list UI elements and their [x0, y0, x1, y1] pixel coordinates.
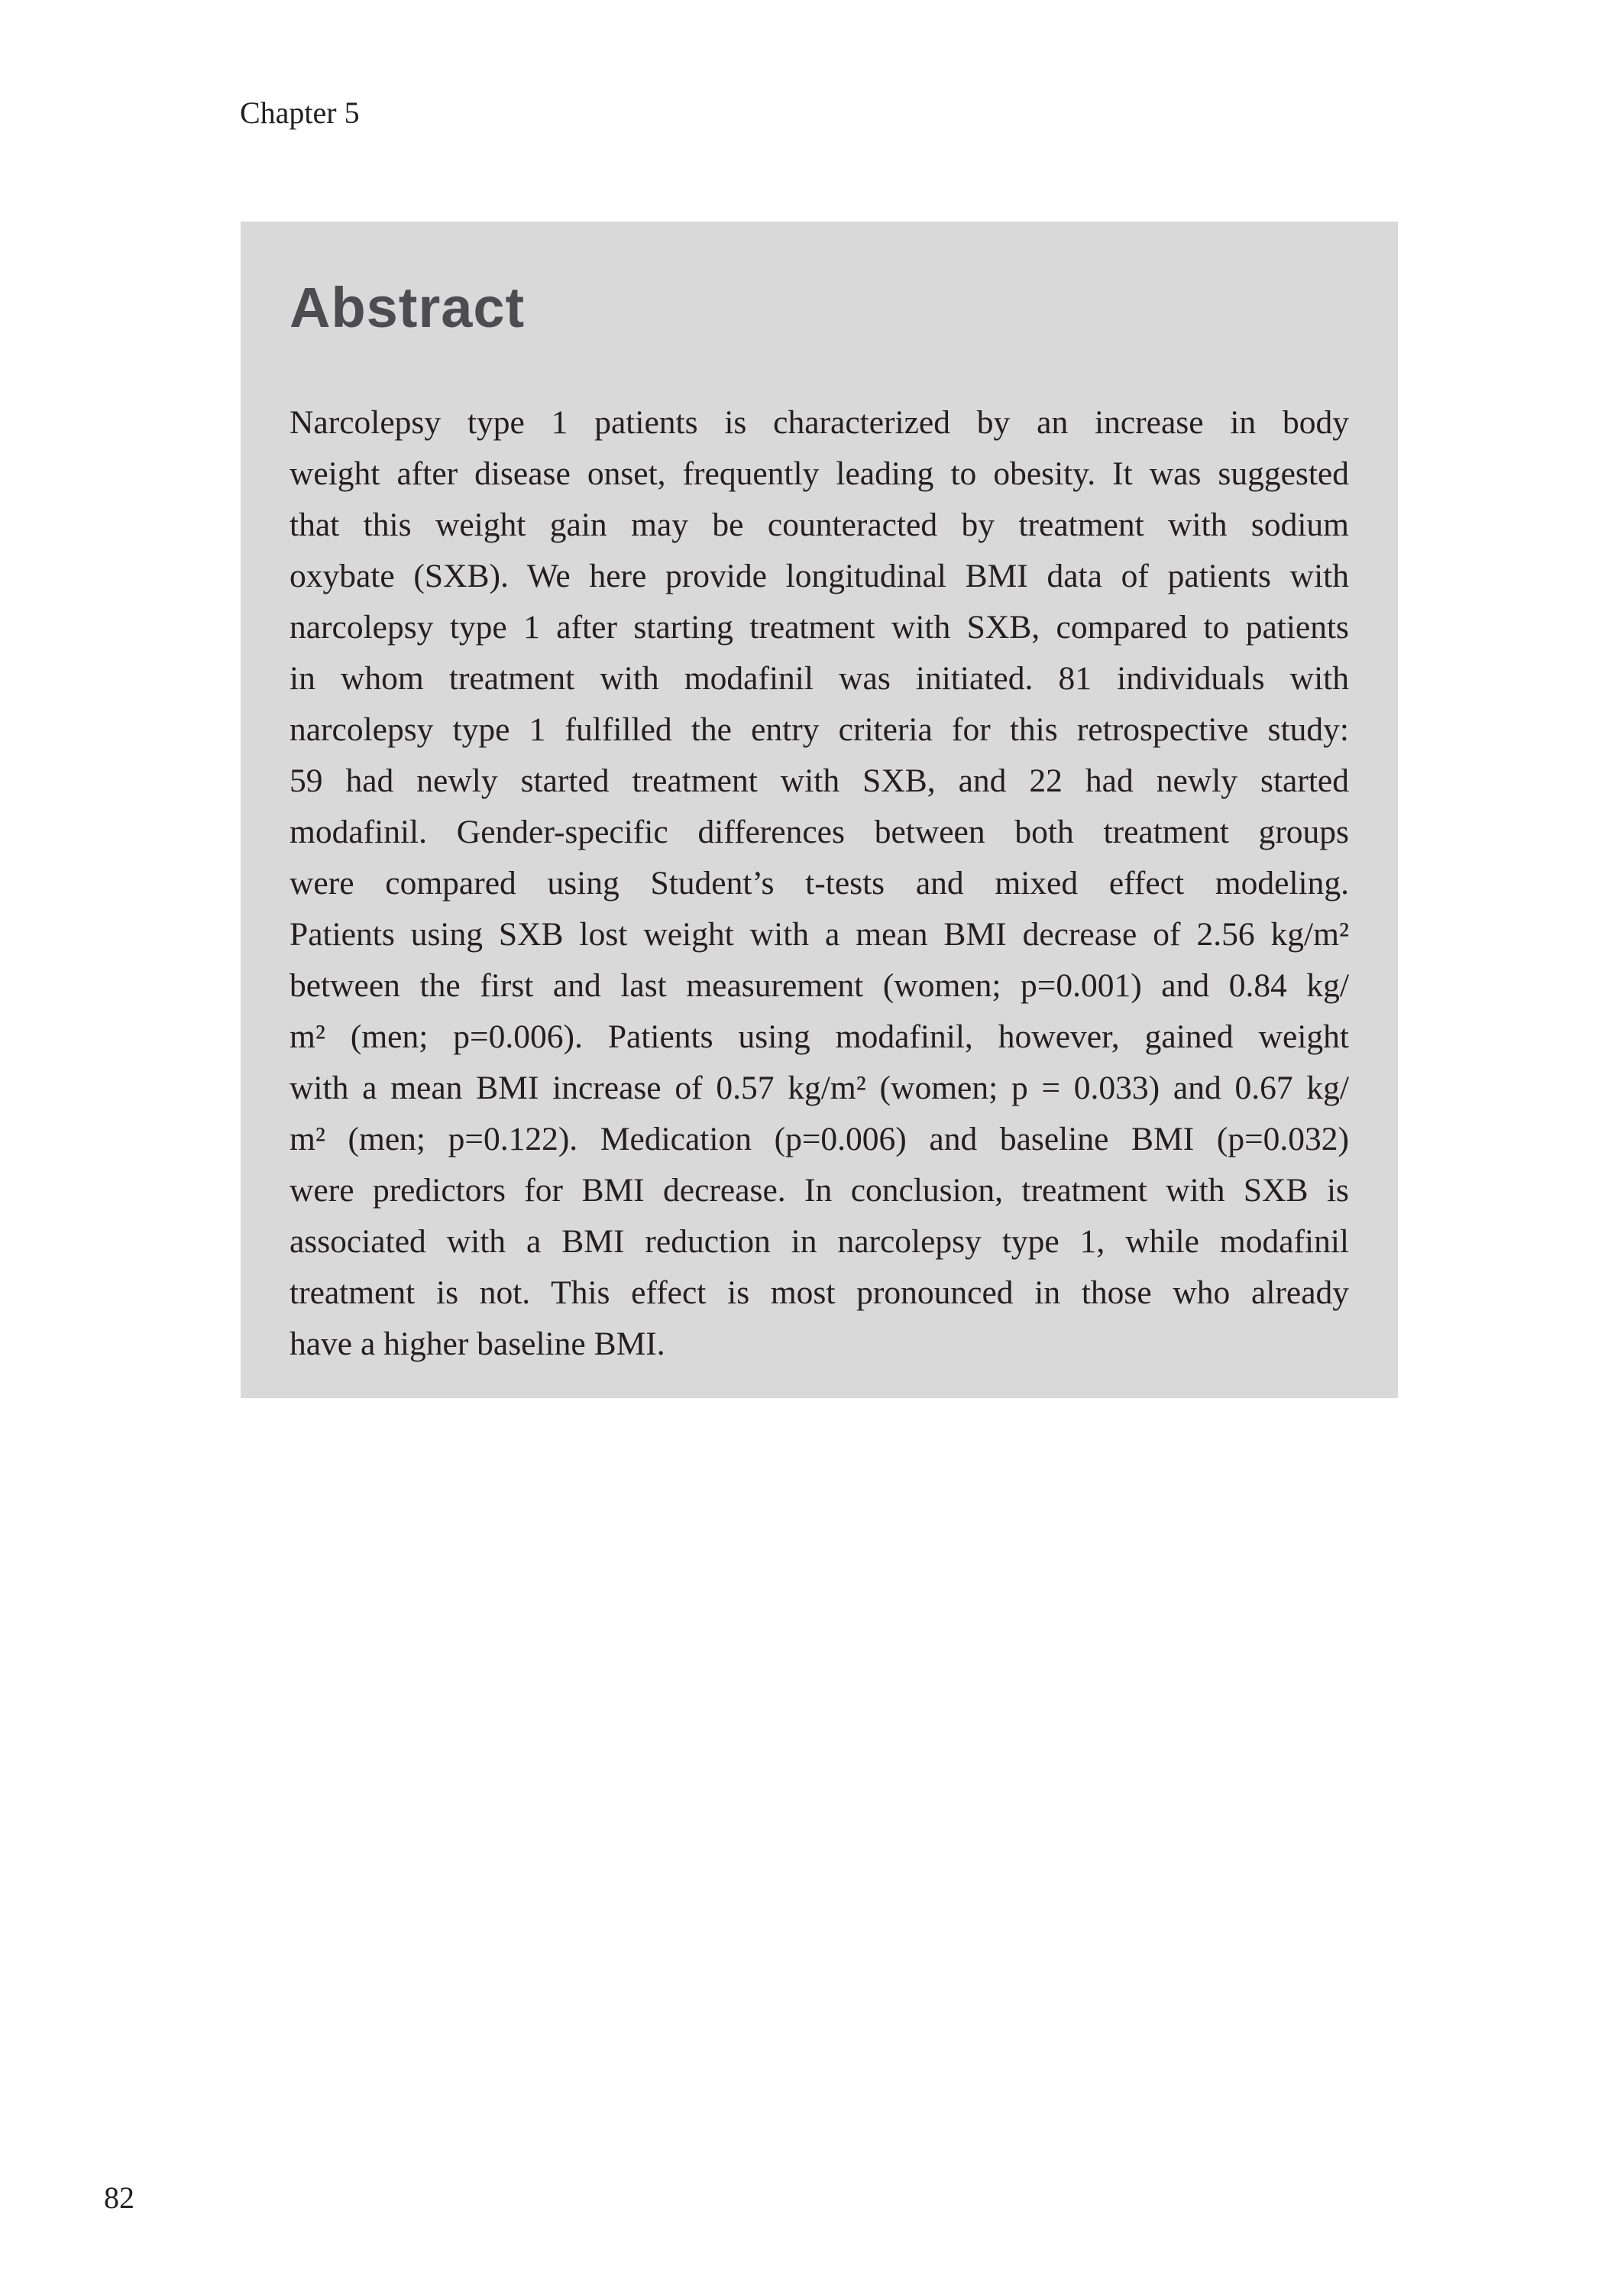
abstract-box — [241, 222, 1398, 1398]
abstract-line: modafinil. Gender-specific differences between both treatment groups — [290, 814, 1349, 850]
abstract-line: associated with a BMI reduction in narcolepsy type 1, while modafinil — [290, 1223, 1349, 1260]
abstract-line: m² (men; p=0.122). Medication (p=0.006) and baseline BMI (p=0.032) — [290, 1121, 1349, 1157]
abstract-line: that this weight gain may be counteracted by treatment with sodium — [290, 507, 1349, 543]
abstract-line: were predictors for BMI decrease. In conclusion, treatment with SXB is — [290, 1172, 1349, 1209]
abstract-line: oxybate (SXB). We here provide longitudinal BMI data of patients with — [290, 558, 1349, 594]
abstract-line: in whom treatment with modafinil was initiated. 81 individuals with — [290, 660, 1349, 697]
abstract-line: have a higher baseline BMI. — [290, 1326, 665, 1362]
page-number: 82 — [104, 2180, 134, 2215]
abstract-line: with a mean BMI increase of 0.57 kg/m² (women; p = 0.033) and 0.67 kg/ — [290, 1070, 1349, 1106]
abstract-line: Patients using SXB lost weight with a mean BMI decrease of 2.56 kg/m² — [290, 916, 1349, 953]
running-head: Chapter 5 — [240, 96, 360, 130]
abstract-line: were compared using Student’s t-tests and mixed effect modeling. — [290, 865, 1349, 902]
abstract-line: m² (men; p=0.006). Patients using modafinil, however, gained weight — [290, 1018, 1349, 1055]
abstract-line: treatment is not. This effect is most pronounced in those who already — [290, 1274, 1349, 1311]
abstract-title: Abstract — [290, 276, 526, 339]
abstract-line: between the first and last measurement (women; p=0.001) and 0.84 kg/ — [290, 967, 1349, 1004]
abstract-line: narcolepsy type 1 fulfilled the entry criteria for this retrospective study: — [290, 711, 1349, 748]
abstract-body — [290, 397, 1349, 1370]
abstract-line: 59 had newly started treatment with SXB, and 22 had newly started — [290, 762, 1349, 799]
abstract-line: narcolepsy type 1 after starting treatment with SXB, compared to patients — [290, 609, 1349, 646]
abstract-line: weight after disease onset, frequently leading to obesity. It was suggested — [290, 455, 1349, 492]
abstract-line: Narcolepsy type 1 patients is characterized by an increase in body — [290, 404, 1349, 441]
